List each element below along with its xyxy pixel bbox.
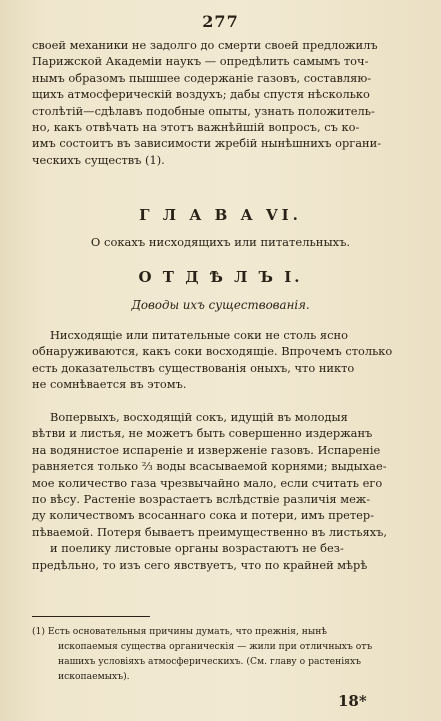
text-line: ду количествомъ всосаннаго сока и потери, имъ претер- (32, 508, 375, 523)
text-line: столѣтій—сдѣлавъ подобные опыты, узнать положитель- (32, 103, 375, 118)
text-line: по вѣсу. Растеніе возрастаетъ вслѣдствіе различія меж- (32, 492, 371, 507)
text-line: но, какъ отвѣчать на этотъ важнѣйшій вопросъ, съ ко- (32, 120, 360, 135)
text-line: вѣтви и листья, не можетъ быть совершенно издержанъ (32, 426, 373, 441)
chapter-heading: Г Л А В А VI. (139, 206, 302, 224)
page-number: 277 (202, 12, 239, 31)
text-line: имъ состоитъ въ зависимости жребій нынѣшнихъ органи- (32, 136, 382, 151)
text-line: своей механики не задолго до смерти своей предложилъ (32, 38, 378, 52)
top-paragraph (32, 37, 424, 168)
text-line: Нисходящіе или питательные соки не столь ясно (50, 328, 348, 342)
footnote (32, 624, 424, 684)
footnote-divider (32, 616, 150, 617)
paragraph-3 (32, 409, 424, 573)
text-line: есть доказательствъ существованія оныхъ, что никто (32, 360, 355, 375)
footnote-line: нашихъ условіяхъ атмосферическихъ. (См. главу о растеніяхъ (58, 656, 361, 667)
text-line: пѣваемой. Потеря бываетъ преимущественно въ листьяхъ, (32, 524, 388, 539)
footnote-line: (1) Есть основательныя причины думать, что прежнія, нынѣ (32, 626, 327, 637)
text-line: обнаруживаются, какъ соки восходящіе. Впрочемъ столько (32, 344, 393, 359)
text-line: и поелику листовые органы возрастаютъ не без- (50, 541, 344, 556)
text-line: щихъ атмосферическій воздухъ; дабы спустя нѣсколько (32, 87, 370, 102)
section-heading: О Т Д Ѣ Л Ъ I. (138, 268, 303, 286)
text-line: ческихъ существъ (1). (32, 152, 165, 167)
section-subheading: Доводы ихъ существованія. (131, 298, 310, 312)
paragraph-2 (32, 327, 424, 393)
text-line: Вопервыхъ, восходящій сокъ, идущій въ молодыя (50, 410, 348, 424)
footnote-line: ископаемыхъ). (58, 671, 130, 682)
text-line: мое количество газа чрезвычайно мало, если считать его (32, 475, 383, 490)
text-line: равняется только ⅔ воды всасываемой корнями; выдыхае- (32, 459, 387, 474)
text-line: Парижской Академіи наукъ — опредѣлить самымъ точ- (32, 54, 369, 69)
text-line: не сомнѣвается въ этомъ. (32, 377, 187, 392)
chapter-subheading: О сокахъ нисходящихъ или питательныхъ. (90, 235, 351, 249)
text-line: на водянистое испареніе и изверженіе газовъ. Испареніе (32, 442, 381, 457)
text-line: нымъ образомъ пышшее содержаніе газовъ, составляю- (32, 70, 372, 85)
signature-mark: 18* (338, 692, 367, 710)
footnote-line: ископаемыя существа органическія — жили при отличныхъ отъ (58, 641, 373, 652)
text-line: предѣльно, то изъ сего явствуетъ, что по крайней мѣрѣ (32, 557, 368, 572)
